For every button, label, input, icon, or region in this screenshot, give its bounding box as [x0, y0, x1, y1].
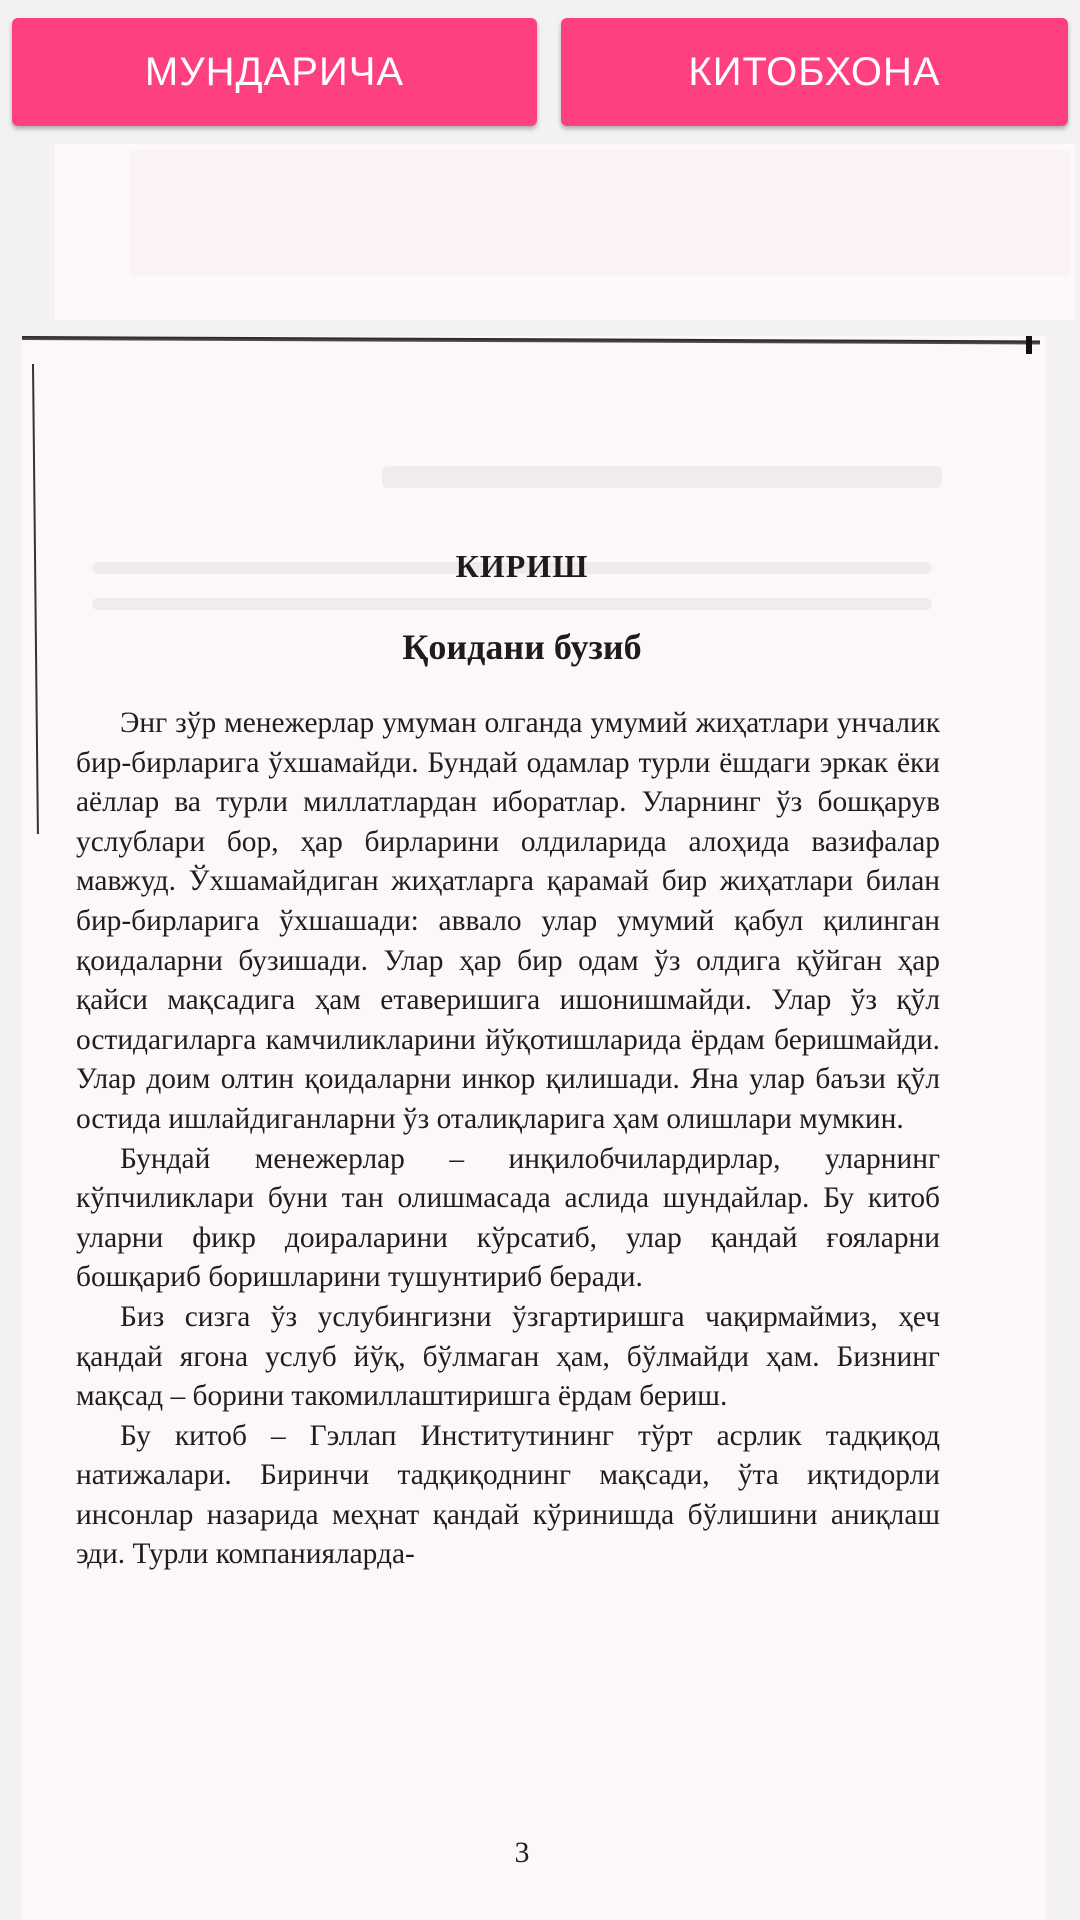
page-top-edge — [22, 336, 1040, 344]
chapter-subtitle: Қоидани бузиб — [402, 627, 642, 667]
paragraph: Энг зўр менежерлар умуман олганда умумий жиҳатлари унчалик бир-бирларига ўхшамайди. Бундай одамлар турли ёшдаги эркак ёки аёллар ва турли миллатлардан иборатлар. Уларнинг ўз бошқарув услублари бор, ҳар бирларини олдиларида алоҳида вазифалар мавжуд. Ўхшамайдиган жиҳатларга қарамай бир жиҳатлари билан бир-бирларига ўхшашади: аввало улар умумий қабул қилинган қоидаларни бузишади. Улар ҳар бир одам ўз олдига қўйган ҳар қайси мақсадига ҳам етаверишига ишонишмайди. Улар ўз қўл остидагиларга камчиликларини йўқотишларида ёрдам беришмайди. Улар доим олтин қоидаларни инкор қилишади. Яна улар баъзи қўл остида ишлайдиганларни ўз оталиқларига ҳам олишлари мумкин. — [76, 707, 940, 1135]
page-number: 3 — [514, 1836, 530, 1869]
contents-button[interactable]: МУНДАРИЧА — [12, 18, 537, 126]
paragraph: Биз сизга ўз услубингизни ўзгартиришга чақирмаймиз, ҳеч қандай ягона услуб йўқ, бўлмаган ҳам, бўлмайди ҳам. Бизнинг мақсад – борини такомиллаштиришга ёрдам бериш. — [76, 1300, 940, 1413]
paragraph: Бу китоб – Гэллап Институтининг тўрт асрлик тадқиқод натижалари. Биринчи тадқиқоднинг мақсади, ўта иқтидорли инсонлар назарида меҳнат қандай кўринишда бўлишини аниқлаш эди. Турли компанияларда- — [76, 1419, 940, 1571]
paragraph: Бундай менежерлар – инқилобчилардирлар, уларнинг кўпчиликлари буни тан олишмасада аслида шундайлар. Бу китоб уларни фикр доираларини кўрсатиб, улар қандай ғояларни бошқариб боришларини тушунтириб беради. — [76, 1142, 940, 1294]
book-page[interactable] — [22, 336, 1046, 1920]
page-left-edge — [32, 364, 39, 834]
bleed-through-mark — [92, 598, 932, 610]
top-toolbar — [0, 0, 1080, 144]
page-body — [76, 704, 940, 1575]
previous-page-shadow — [130, 150, 1070, 276]
library-button[interactable]: КИТОБХОНА — [561, 18, 1068, 126]
bleed-through-mark — [382, 466, 942, 488]
chapter-title: КИРИШ — [455, 548, 589, 584]
page-corner-mark — [1026, 336, 1032, 354]
